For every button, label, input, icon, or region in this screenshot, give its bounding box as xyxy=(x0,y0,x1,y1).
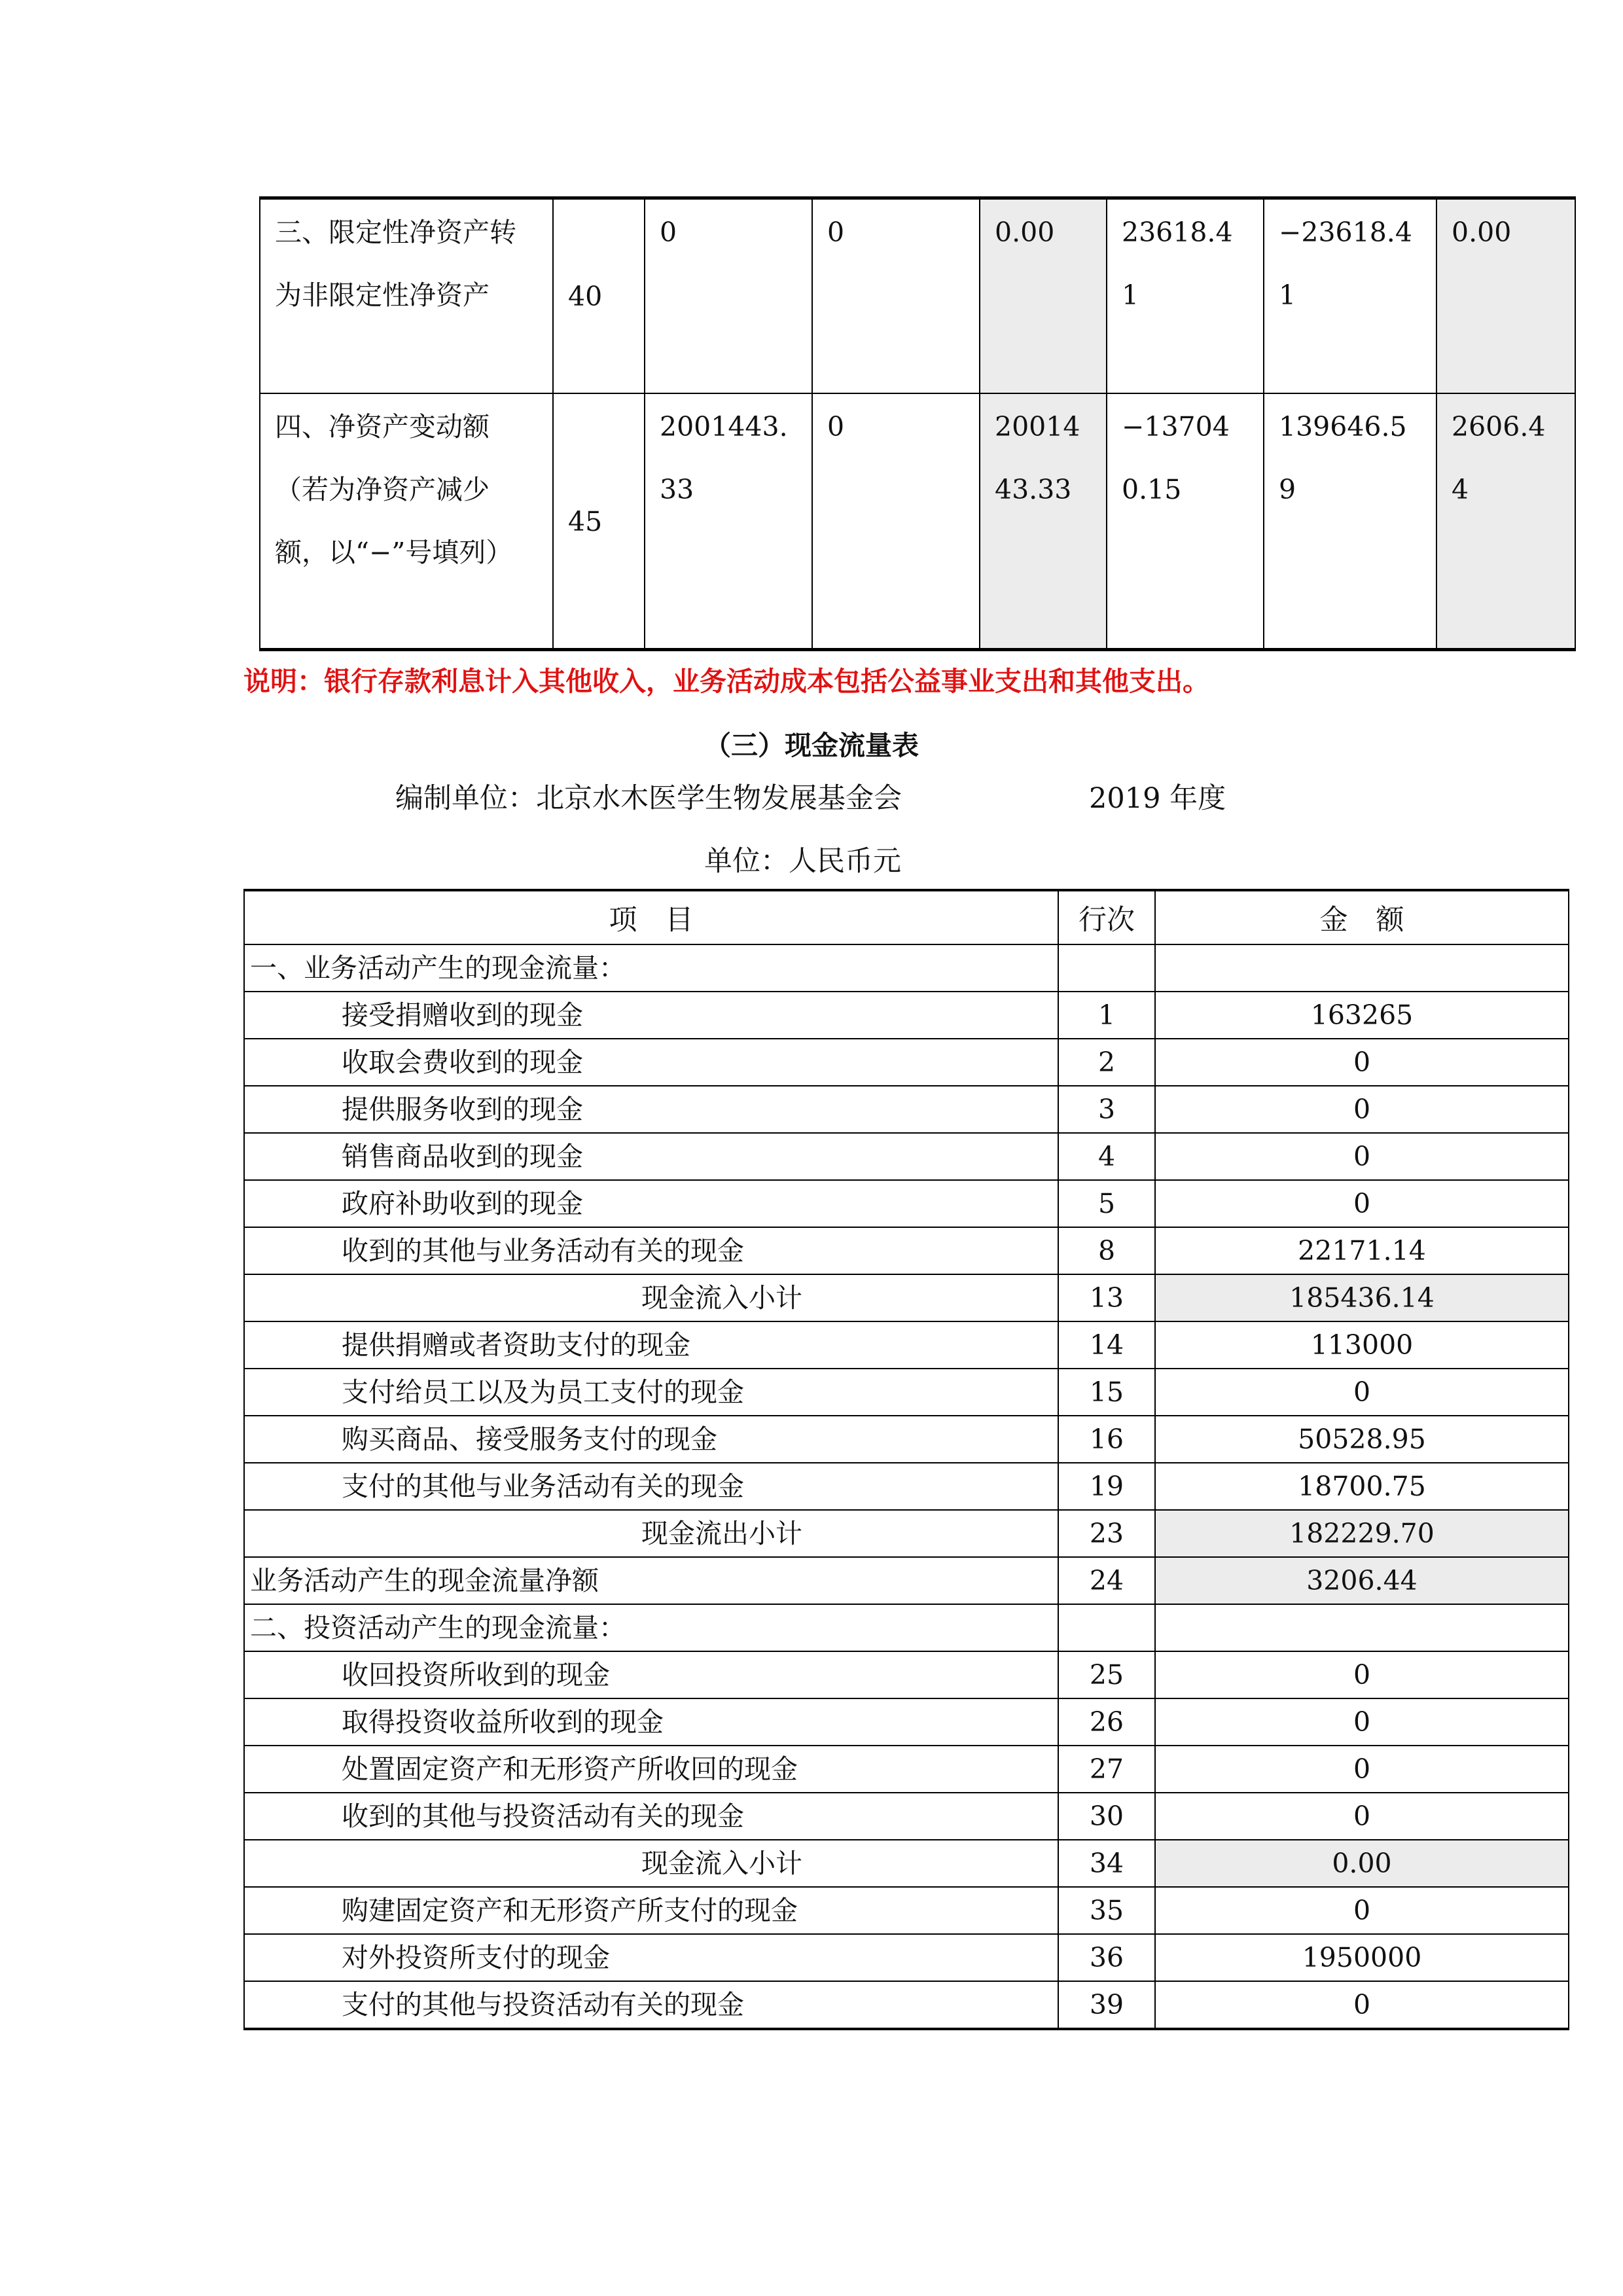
value-cell: 0.00 xyxy=(980,198,1107,393)
row-item-label: 支付的其他与业务活动有关的现金 xyxy=(244,1463,1058,1510)
row-item-label: 支付的其他与投资活动有关的现金 xyxy=(244,1981,1058,2029)
row-amount: 0 xyxy=(1155,1698,1569,1746)
row-item-label: 收回投资所收到的现金 xyxy=(244,1651,1058,1698)
row-item-label: 接受捐赠收到的现金 xyxy=(244,992,1058,1039)
value-cell: 0 xyxy=(812,198,980,393)
row-line-number: 26 xyxy=(1058,1698,1155,1746)
table-row xyxy=(244,1981,1569,2029)
row-amount: 3206.44 xyxy=(1155,1557,1569,1604)
value-cell: 0 xyxy=(812,393,980,650)
row-item-label: 处置固定资产和无形资产所收回的现金 xyxy=(244,1746,1058,1793)
row-line-number: 19 xyxy=(1058,1463,1155,1510)
value-cell: 23618.41 xyxy=(1107,198,1264,393)
row-amount: 0 xyxy=(1155,1180,1569,1227)
row-item-label: 一、业务活动产生的现金流量： xyxy=(244,944,1058,992)
table-header-row xyxy=(244,890,1569,944)
row-amount: 22171.14 xyxy=(1155,1227,1569,1274)
row-item-label: 支付给员工以及为员工支付的现金 xyxy=(244,1369,1058,1416)
value-cell: 139646.59 xyxy=(1264,393,1436,650)
row-item-label: 收取会费收到的现金 xyxy=(244,1039,1058,1086)
table-row xyxy=(244,1180,1569,1227)
row-amount: 50528.95 xyxy=(1155,1416,1569,1463)
table-row xyxy=(244,1086,1569,1133)
table-row xyxy=(260,198,1575,393)
row-line-number: 40 xyxy=(553,198,645,393)
value-cell: −23618.41 xyxy=(1264,198,1436,393)
row-amount: 0 xyxy=(1155,1133,1569,1180)
row-amount: 0 xyxy=(1155,1651,1569,1698)
table-row xyxy=(244,1039,1569,1086)
header-item: 项 目 xyxy=(244,890,1058,944)
row-amount: 0 xyxy=(1155,1793,1569,1840)
row-item-label: 购建固定资产和无形资产所支付的现金 xyxy=(244,1887,1058,1934)
row-amount: 18700.75 xyxy=(1155,1463,1569,1510)
row-amount: 0.00 xyxy=(1155,1840,1569,1887)
row-item-label: 销售商品收到的现金 xyxy=(244,1133,1058,1180)
row-line-number: 39 xyxy=(1058,1981,1155,2029)
row-item-label: 收到的其他与投资活动有关的现金 xyxy=(244,1793,1058,1840)
row-line-number: 34 xyxy=(1058,1840,1155,1887)
row-line-number: 2 xyxy=(1058,1039,1155,1086)
org-line xyxy=(395,776,1226,816)
row-line-number xyxy=(1058,944,1155,992)
table-row xyxy=(244,1887,1569,1934)
row-item-label: 现金流出小计 xyxy=(244,1510,1058,1557)
row-item-label: 取得投资收益所收到的现金 xyxy=(244,1698,1058,1746)
row-amount: 0 xyxy=(1155,1086,1569,1133)
value-cell: 0.00 xyxy=(1436,198,1575,393)
row-amount: 0 xyxy=(1155,1369,1569,1416)
row-line-number: 36 xyxy=(1058,1934,1155,1981)
subtotal-row xyxy=(244,1274,1569,1321)
section-row xyxy=(244,1604,1569,1651)
row-amount: 113000 xyxy=(1155,1321,1569,1369)
row-amount xyxy=(1155,944,1569,992)
row-amount: 182229.70 xyxy=(1155,1510,1569,1557)
table-row xyxy=(244,1934,1569,1981)
header-line: 行次 xyxy=(1058,890,1155,944)
row-line-number xyxy=(1058,1604,1155,1651)
cash-flow-table xyxy=(243,889,1569,2030)
table-row xyxy=(244,992,1569,1039)
table-row xyxy=(244,1698,1569,1746)
net-total-row xyxy=(244,1557,1569,1604)
row-line-number: 35 xyxy=(1058,1887,1155,1934)
table-row xyxy=(244,1651,1569,1698)
row-amount: 0 xyxy=(1155,1746,1569,1793)
row-item-label: 购买商品、接受服务支付的现金 xyxy=(244,1416,1058,1463)
note-text: 说明：银行存款利息计入其他收入，业务活动成本包括公益事业支出和其他支出。 xyxy=(243,666,1209,697)
net-assets-change-table xyxy=(259,196,1576,651)
row-item-label: 提供服务收到的现金 xyxy=(244,1086,1058,1133)
value-cell: 0 xyxy=(645,198,812,393)
value-cell: −137040.15 xyxy=(1107,393,1264,650)
year-label: 2019 年度 xyxy=(1089,782,1226,815)
row-amount: 1950000 xyxy=(1155,1934,1569,1981)
subtotal-row xyxy=(244,1840,1569,1887)
row-line-number: 23 xyxy=(1058,1510,1155,1557)
table-row xyxy=(260,393,1575,650)
row-line-number: 25 xyxy=(1058,1651,1155,1698)
row-amount: 0 xyxy=(1155,1981,1569,2029)
row-item-label: 业务活动产生的现金流量净额 xyxy=(244,1557,1058,1604)
table-row xyxy=(244,1463,1569,1510)
row-amount xyxy=(1155,1604,1569,1651)
row-amount: 185436.14 xyxy=(1155,1274,1569,1321)
row-item-label: 政府补助收到的现金 xyxy=(244,1180,1058,1227)
row-item-label: 对外投资所支付的现金 xyxy=(244,1934,1058,1981)
row-line-number: 24 xyxy=(1058,1557,1155,1604)
row-line-number: 4 xyxy=(1058,1133,1155,1180)
row-line-number: 15 xyxy=(1058,1369,1155,1416)
table-row xyxy=(244,1416,1569,1463)
table-row xyxy=(244,1227,1569,1274)
unit-label: 单位：人民币元 xyxy=(704,845,901,878)
subtotal-row xyxy=(244,1510,1569,1557)
cash-flow-title: （三）现金流量表 xyxy=(704,730,919,761)
row-line-number: 8 xyxy=(1058,1227,1155,1274)
table-row xyxy=(244,1793,1569,1840)
header-amount: 金 额 xyxy=(1155,890,1569,944)
row-line-number: 16 xyxy=(1058,1416,1155,1463)
table-row xyxy=(244,1321,1569,1369)
row-amount: 163265 xyxy=(1155,992,1569,1039)
row-item-label: 提供捐赠或者资助支付的现金 xyxy=(244,1321,1058,1369)
table-row xyxy=(244,1746,1569,1793)
org-label: 编制单位：北京水木医学生物发展基金会 xyxy=(395,782,902,815)
row-item-label: 现金流入小计 xyxy=(244,1840,1058,1887)
row-item-label: 二、投资活动产生的现金流量： xyxy=(244,1604,1058,1651)
row-line-number: 30 xyxy=(1058,1793,1155,1840)
table-row xyxy=(244,1369,1569,1416)
value-cell: 2606.44 xyxy=(1436,393,1575,650)
row-line-number: 14 xyxy=(1058,1321,1155,1369)
value-cell: 2001443.33 xyxy=(980,393,1107,650)
row-line-number: 5 xyxy=(1058,1180,1155,1227)
row-line-number: 3 xyxy=(1058,1086,1155,1133)
row-item-label: 收到的其他与业务活动有关的现金 xyxy=(244,1227,1058,1274)
row-line-number: 13 xyxy=(1058,1274,1155,1321)
row-item-label: 现金流入小计 xyxy=(244,1274,1058,1321)
row-item-label: 四、净资产变动额（若为净资产减少额，以“−”号填列） xyxy=(260,393,553,650)
section-row xyxy=(244,944,1569,992)
row-amount: 0 xyxy=(1155,1039,1569,1086)
row-amount: 0 xyxy=(1155,1887,1569,1934)
value-cell: 2001443.33 xyxy=(645,393,812,650)
row-item-label: 三、限定性净资产转为非限定性净资产 xyxy=(260,198,553,393)
row-line-number: 1 xyxy=(1058,992,1155,1039)
table-row xyxy=(244,1133,1569,1180)
row-line-number: 45 xyxy=(553,393,645,650)
row-line-number: 27 xyxy=(1058,1746,1155,1793)
